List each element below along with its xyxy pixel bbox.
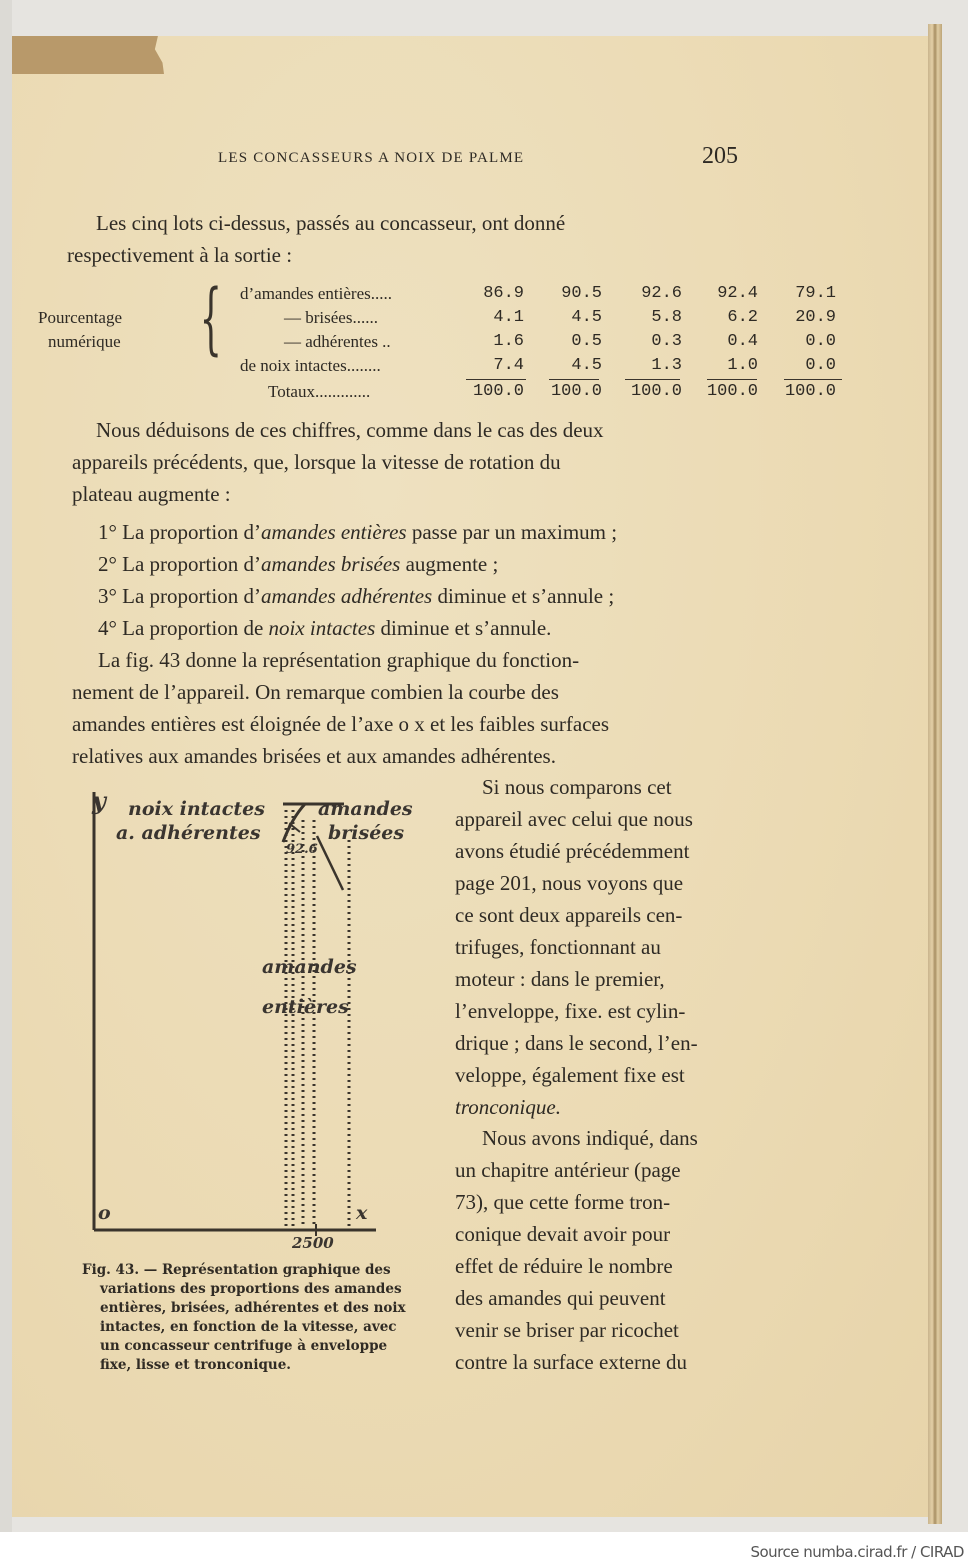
- cell: 1.3: [651, 356, 682, 375]
- right-para-2-line: contre la surface externe du: [455, 1350, 688, 1374]
- right-para-2-line: conique devait avoir pour: [455, 1222, 671, 1246]
- paragraph-2-line-2: appareils précédents, que, lorsque la vitesse de rotation du: [72, 450, 561, 474]
- right-para-1-line: l’enveloppe, fixe. est cylin-: [455, 999, 686, 1023]
- row-label-entieres: d’amandes entières.....: [240, 284, 392, 303]
- total-cell: 100.0: [472, 382, 524, 401]
- cell: 4.5: [571, 308, 602, 327]
- page-number: 205: [702, 143, 738, 169]
- total-cell: 100.0: [630, 382, 682, 401]
- right-para-1-line: avons étudié précédemment: [455, 839, 690, 863]
- sum-rule: [625, 379, 680, 380]
- right-para-1-line: page 201, nous voyons que: [455, 871, 684, 895]
- figure-caption-line-5: un concasseur centrifuge à enveloppe: [100, 1338, 388, 1354]
- paragraph-2-line-3: plateau augmente :: [72, 482, 231, 506]
- figure-label-brisees: brisées: [328, 822, 405, 844]
- right-para-1-line: drique ; dans le second, l’en-: [455, 1031, 698, 1055]
- cell: 90.5: [561, 284, 602, 303]
- conclusion-item-3: 3° La proportion d’amandes adhérentes diminue et s’annule ;: [98, 584, 615, 608]
- cell: 20.9: [795, 308, 836, 327]
- cell: 0.4: [727, 332, 758, 351]
- right-para-2-line: 73), que cette forme tron-: [455, 1190, 671, 1214]
- torn-paper-corner: [12, 36, 164, 74]
- figure-caption-line-1: Fig. 43. — Représentation graphique des: [82, 1262, 391, 1278]
- cell: 0.3: [651, 332, 682, 351]
- row-label-brisees: — brisées......: [284, 308, 378, 327]
- right-para-2-line: un chapitre antérieur (page: [455, 1158, 681, 1182]
- row-label-intactes: de noix intactes........: [240, 356, 381, 375]
- figure-label-adherentes: a. adhérentes: [116, 822, 261, 844]
- total-cell: 100.0: [550, 382, 602, 401]
- figure-label-entieres: entières: [262, 996, 349, 1018]
- conclusion-item-2: 2° La proportion d’amandes brisées augmente ;: [98, 552, 499, 576]
- figure-origin-label: o: [98, 1202, 111, 1224]
- scan-left-strip: [0, 0, 12, 1532]
- paragraph-3-line-2: nement de l’appareil. On remarque combien la courbe des: [72, 680, 559, 704]
- cell: 79.1: [795, 284, 836, 303]
- figure-caption-line-3: entières, brisées, adhérentes et des noix: [100, 1300, 406, 1316]
- figure-axis-x-label: x: [356, 1202, 368, 1224]
- paragraph-3-line-4: relatives aux amandes brisées et aux amandes adhérentes.: [72, 744, 556, 768]
- paragraph-3-line-1: La fig. 43 donne la représentation graphique du fonction-: [98, 648, 580, 672]
- source-credit: Source numba.cirad.fr / CIRAD: [750, 1543, 964, 1561]
- right-para-2-line: venir se briser par ricochet: [455, 1318, 679, 1342]
- row-label-adherentes: — adhérentes ..: [284, 332, 391, 351]
- table-brace: {: [199, 274, 222, 364]
- paragraph-2-line-1: Nous déduisons de ces chiffres, comme dans le cas des deux: [96, 418, 604, 442]
- sum-rule: [549, 379, 599, 380]
- cell: 7.4: [493, 356, 524, 375]
- right-para-1-line: Si nous comparons cet: [482, 775, 672, 799]
- right-para-2-line: effet de réduire le nombre: [455, 1254, 673, 1278]
- cell: 0.0: [805, 356, 836, 375]
- cell: 1.6: [493, 332, 524, 351]
- figure-label-amandes-top: amandes: [318, 798, 413, 820]
- figure-axis-y-label: y: [92, 786, 106, 815]
- row-label-totaux: Totaux.............: [268, 382, 371, 401]
- figure-label-amandes-mid: amandes: [262, 956, 357, 978]
- right-para-1-line: trifuges, fonctionnant au: [455, 935, 661, 959]
- running-title: LES CONCASSEURS A NOIX DE PALME: [218, 150, 525, 166]
- cell: 4.1: [493, 308, 524, 327]
- cell: 6.2: [727, 308, 758, 327]
- cell: 5.8: [651, 308, 682, 327]
- right-para-1-line: ce sont deux appareils cen-: [455, 903, 683, 927]
- right-para-1-line: tronconique.: [455, 1095, 561, 1119]
- intro-line-1: Les cinq lots ci-dessus, passés au concasseur, ont donné: [96, 211, 566, 235]
- figure-caption-line-4: intactes, en fonction de la vitesse, avec: [100, 1319, 397, 1335]
- right-para-2-line: des amandes qui peuvent: [455, 1286, 666, 1310]
- cell: 92.6: [641, 284, 682, 303]
- table-group-label-1: Pourcentage: [38, 308, 123, 327]
- cell: 1.0: [727, 356, 758, 375]
- cell: 0.0: [805, 332, 836, 351]
- cell: 4.5: [571, 356, 602, 375]
- conclusion-item-1: 1° La proportion d’amandes entières passe par un maximum ;: [98, 520, 618, 544]
- right-para-1-line: appareil avec celui que nous: [455, 807, 693, 831]
- figure-43-graph: [80, 780, 450, 1260]
- paragraph-3-line-3: amandes entières est éloignée de l’axe o x et les faibles surfaces: [72, 712, 610, 736]
- figure-x-tick-2500: 2500: [292, 1234, 334, 1252]
- table-group-label-2: numérique: [48, 332, 121, 351]
- cell: 92.4: [717, 284, 758, 303]
- intro-line-2: respectivement à la sortie :: [67, 243, 293, 267]
- right-para-2-line: Nous avons indiqué, dans: [482, 1126, 698, 1150]
- total-cell: 100.0: [784, 382, 836, 401]
- sum-rule: [707, 379, 757, 380]
- cell: 0.5: [571, 332, 602, 351]
- total-cell: 100.0: [706, 382, 758, 401]
- right-para-1-line: moteur : dans le premier,: [455, 967, 665, 991]
- figure-caption-line-6: fixe, lisse et tronconique.: [100, 1357, 292, 1373]
- cell: 86.9: [483, 284, 524, 303]
- page-edge-stack: [928, 24, 942, 1524]
- figure-peak-value: 92.6: [286, 842, 318, 857]
- figure-caption-line-2: variations des proportions des amandes: [100, 1281, 402, 1297]
- right-para-1-line: veloppe, également fixe est: [455, 1063, 685, 1087]
- sum-rule: [466, 379, 526, 380]
- conclusion-item-4: 4° La proportion de noix intactes diminue et s’annule.: [98, 616, 552, 640]
- figure-label-noix-intactes: noix intactes: [128, 798, 265, 820]
- sum-rule: [784, 379, 842, 380]
